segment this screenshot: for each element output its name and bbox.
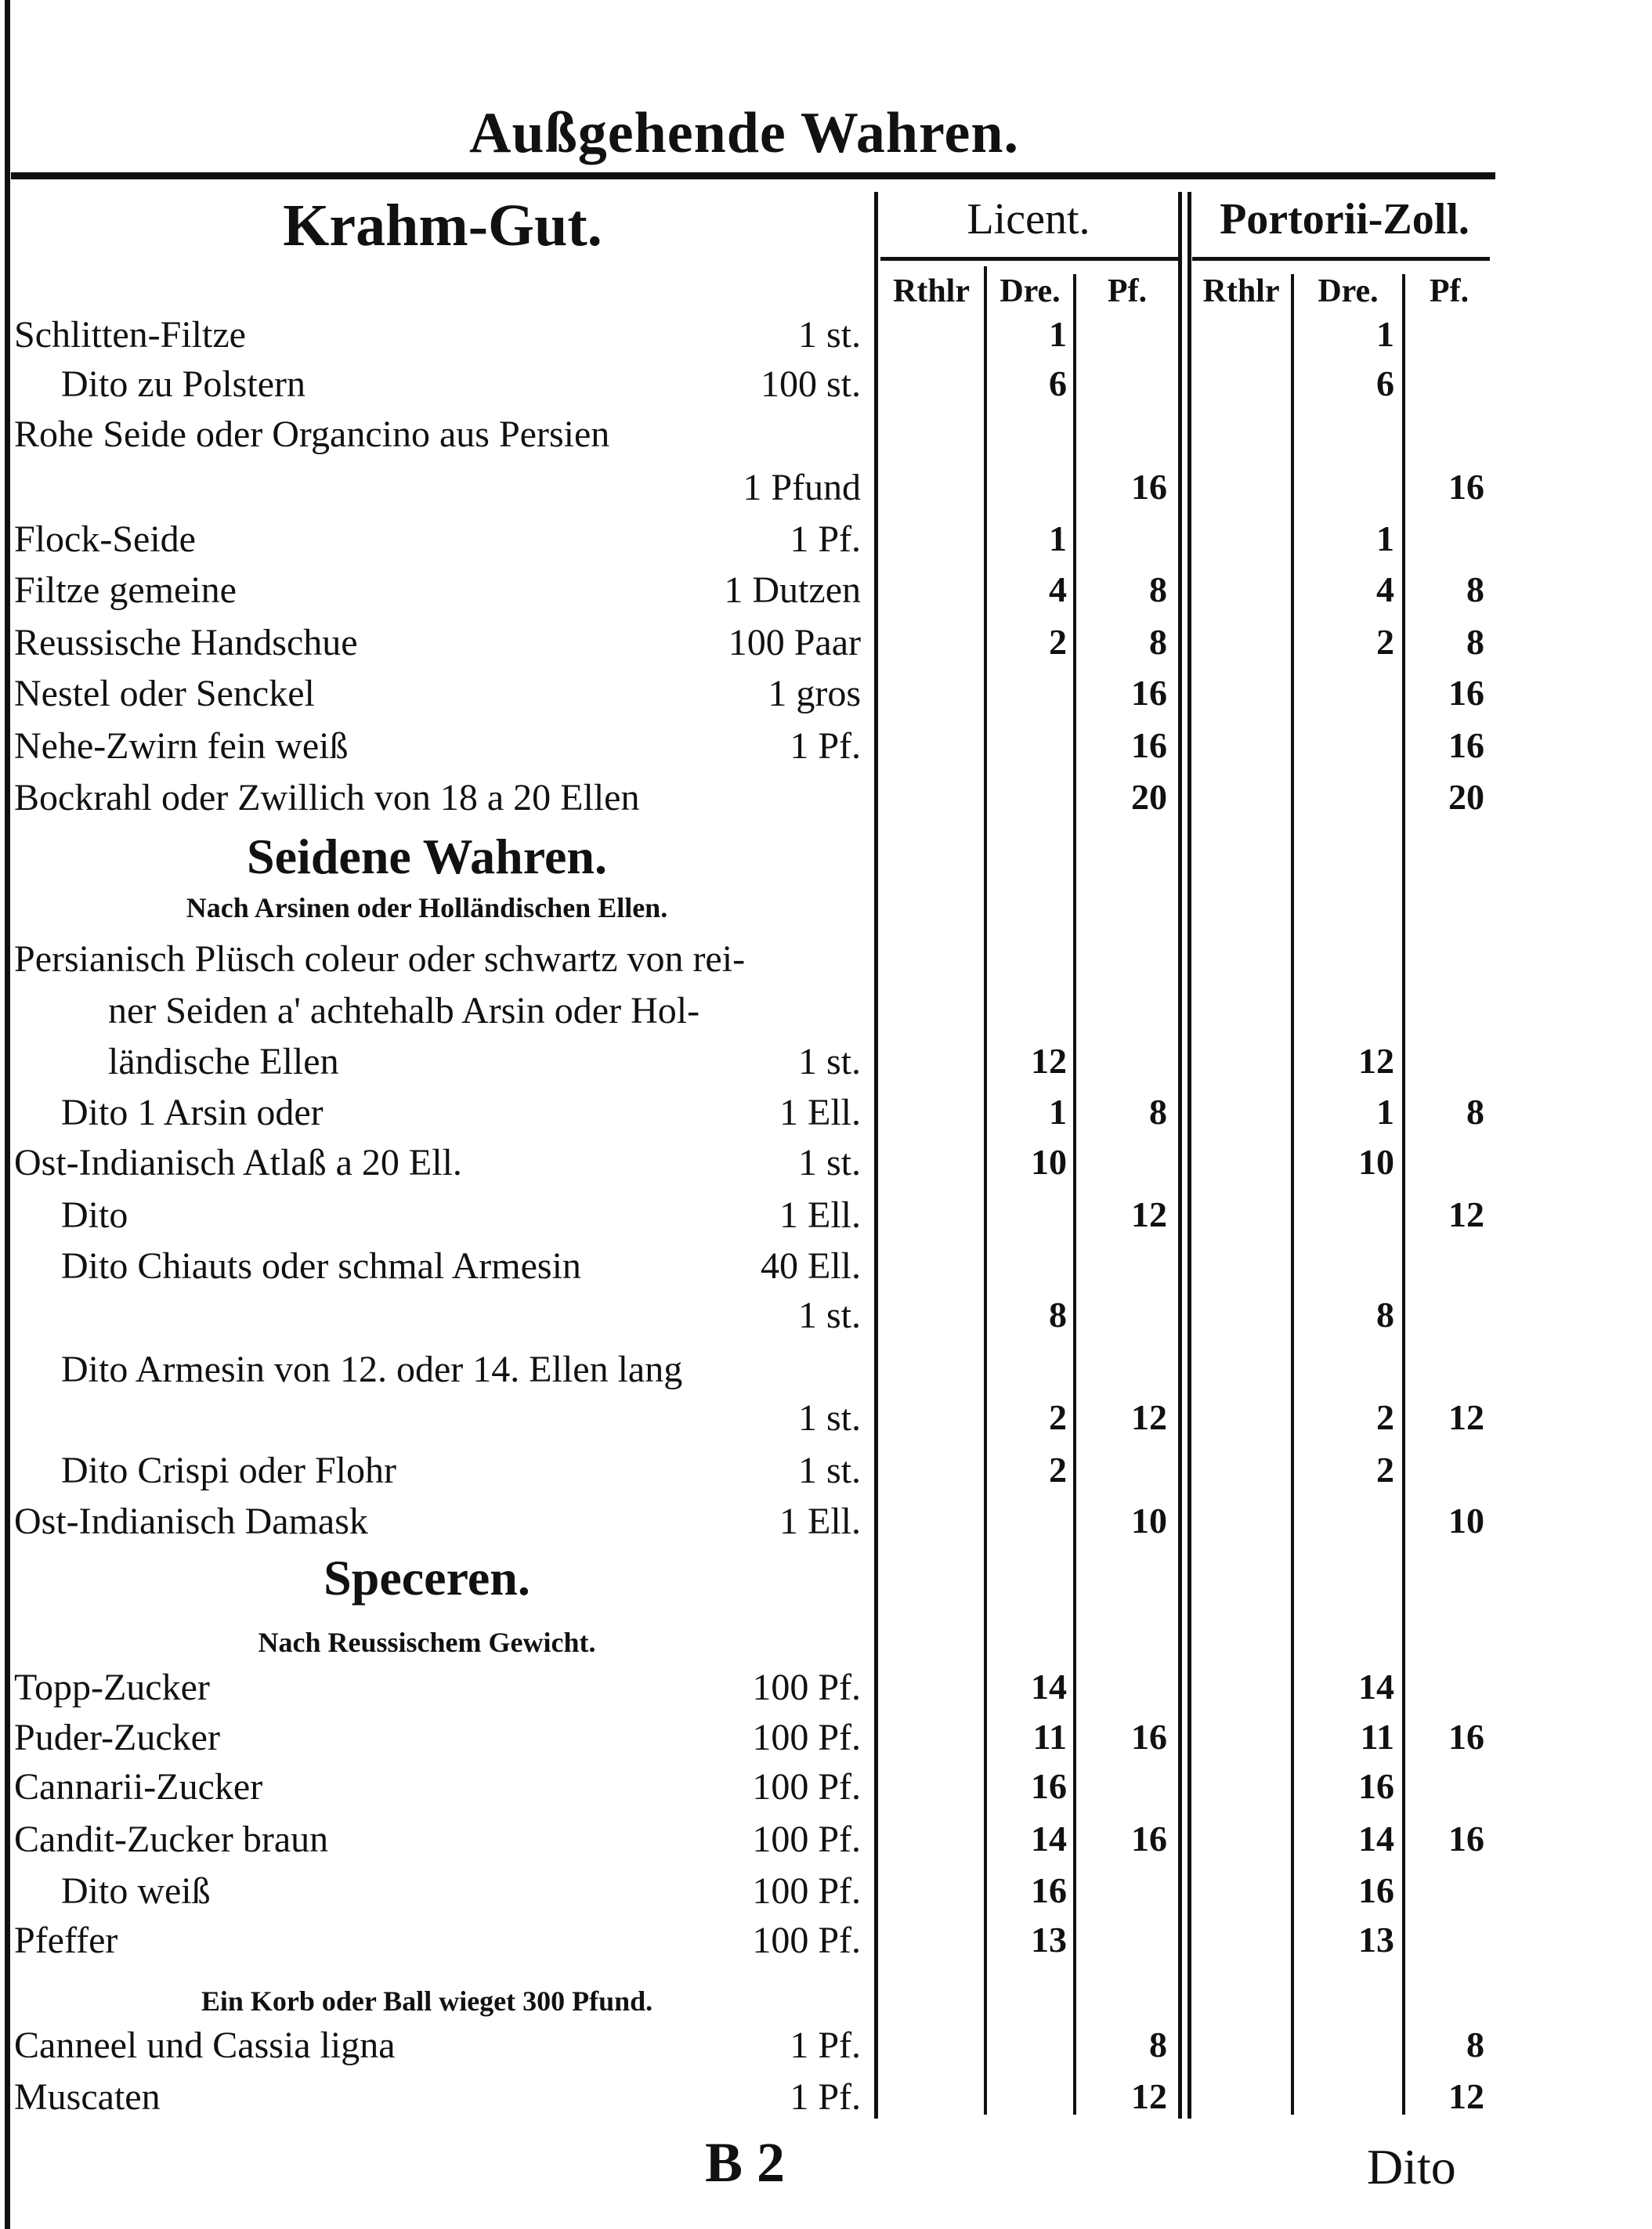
item-name: Ost-Indianisch Damask [14, 1501, 368, 1542]
item-unit: 1 st. [797, 314, 861, 356]
item-unit: 1 st. [797, 1397, 861, 1439]
portorii-pf-value: 16 [1448, 1819, 1484, 1859]
item-name: Candit-Zucker braun [14, 1819, 329, 1860]
heading-text: Seidene Wahren. [247, 829, 607, 884]
table-row [0, 1396, 1652, 1448]
heading-text: Nach Reussischem Gewicht. [258, 1627, 596, 1658]
portorii-pf-value: 8 [1466, 1092, 1484, 1132]
table-row [0, 672, 1652, 724]
item-unit: 1 st. [797, 1142, 861, 1183]
heading-text: Speceren. [324, 1550, 530, 1606]
portorii-pf-header: Pf. [1429, 273, 1469, 309]
licent-dre-value: 2 [1049, 1397, 1067, 1437]
portorii-dre-value: 14 [1358, 1667, 1394, 1707]
item-name: Dito Chiauts oder schmal Armesin [61, 1245, 581, 1287]
item-name: Persianisch Plüsch coleur oder schwartz von rei- [14, 938, 746, 980]
portorii-dre-value: 16 [1358, 1766, 1394, 1806]
portorii-dre-value: 14 [1358, 1819, 1394, 1859]
item-name: Bockrahl oder Zwillich von 18 a 20 Ellen [14, 777, 640, 818]
portorii-dre-value: 1 [1376, 1092, 1394, 1132]
table-row [0, 413, 1652, 464]
licent-dre-value: 16 [1031, 1870, 1067, 1910]
table-row [0, 1818, 1652, 1870]
item-name: Dito weiß [61, 1870, 211, 1912]
licent-pf-value: 16 [1131, 1819, 1167, 1859]
table-row [0, 2024, 1652, 2075]
portorii-dre-value: 12 [1358, 1041, 1394, 1081]
licent-dre-value: 11 [1032, 1717, 1067, 1757]
portorii-pf-value: 8 [1466, 569, 1484, 609]
licent-pf-value: 12 [1131, 2076, 1167, 2116]
item-unit: 100 Pf. [752, 1819, 861, 1860]
portorii-header: Portorii-Zoll. [1220, 195, 1469, 244]
item-name: Cannarii-Zucker [14, 1766, 263, 1808]
licent-pf-value: 8 [1149, 1092, 1167, 1132]
signature-mark: B 2 [705, 2131, 786, 2194]
licent-dre-value: 2 [1049, 622, 1067, 662]
licent-pf-value: 8 [1149, 569, 1167, 609]
page-title: Außgehende Wahren. [469, 101, 1019, 165]
item-unit: 40 Ell. [761, 1245, 861, 1287]
portorii-pf-value: 20 [1448, 777, 1484, 817]
licent-pf-value: 10 [1131, 1501, 1167, 1541]
table-row [0, 776, 1652, 828]
title-rule [11, 172, 1495, 179]
licent-dre-value: 14 [1031, 1667, 1067, 1707]
licent-dre-value: 8 [1049, 1295, 1067, 1335]
portorii-pf-value: 16 [1448, 1717, 1484, 1757]
portorii-dre-value: 8 [1376, 1295, 1394, 1335]
table-row [0, 1449, 1652, 1501]
portorii-pf-value: 12 [1448, 1194, 1484, 1234]
item-unit: 1 st. [797, 1295, 861, 1336]
table-row [0, 1716, 1652, 1768]
item-name: ländische Ellen [108, 1041, 339, 1082]
table-row [0, 569, 1652, 620]
section-title: Krahm-Gut. [283, 193, 602, 258]
licent-dre-value: 10 [1031, 1142, 1067, 1182]
table-row [0, 1245, 1652, 1296]
item-name: Pfeffer [14, 1920, 118, 1961]
item-name: Dito [61, 1194, 128, 1236]
item-unit: 100 Pf. [752, 1667, 861, 1708]
table-row [0, 1091, 1652, 1143]
item-unit: 100 Pf. [752, 1717, 861, 1758]
portorii-pf-value: 8 [1466, 2025, 1484, 2065]
item-unit: 1 Pf. [790, 725, 861, 767]
portorii-dre-value: 1 [1376, 314, 1394, 354]
licent-dre-header: Dre. [1000, 273, 1061, 309]
item-unit: 100 Pf. [752, 1766, 861, 1808]
item-unit: 100 Pf. [752, 1870, 861, 1912]
licent-dre-value: 1 [1049, 1092, 1067, 1132]
portorii-dre-value: 11 [1360, 1717, 1394, 1757]
item-name: Reussische Handschue [14, 622, 358, 663]
item-name: Nestel oder Senckel [14, 673, 315, 714]
table-row [0, 989, 1652, 1041]
heading-text: Nach Arsinen oder Holländischen Ellen. [186, 892, 668, 923]
licent-pf-value: 12 [1131, 1194, 1167, 1234]
table-row [0, 1348, 1652, 1400]
licent-dre-value: 1 [1049, 314, 1067, 354]
licent-pf-header: Pf. [1107, 273, 1148, 309]
table-row [0, 1500, 1652, 1552]
licent-dre-value: 12 [1031, 1041, 1067, 1081]
table-row [0, 363, 1652, 414]
portorii-dre-value: 13 [1358, 1920, 1394, 1960]
licent-rthlr-header: Rthlr [893, 273, 970, 309]
licent-dre-value: 6 [1049, 363, 1067, 403]
item-unit: 100 Paar [728, 622, 861, 663]
table-row [0, 2075, 1652, 2127]
item-name: Filtze gemeine [14, 569, 237, 611]
licent-dre-value: 13 [1031, 1920, 1067, 1960]
portorii-pf-value: 12 [1448, 1397, 1484, 1437]
section-heading [0, 829, 1652, 887]
heading-text: Ein Korb oder Ball wieget 300 Pfund. [201, 1985, 653, 2017]
licent-pf-value: 16 [1131, 725, 1167, 765]
licent-pf-value: 12 [1131, 1397, 1167, 1437]
portorii-dre-value: 2 [1376, 622, 1394, 662]
item-unit: 1 Ell. [779, 1092, 861, 1133]
licent-pf-value: 16 [1131, 1717, 1167, 1757]
licent-pf-value: 16 [1131, 467, 1167, 507]
portorii-pf-value: 12 [1448, 2076, 1484, 2116]
item-name: Dito Crispi oder Flohr [61, 1450, 396, 1491]
licent-dre-value: 4 [1049, 569, 1067, 609]
item-name: Muscaten [14, 2076, 161, 2118]
item-name: Rohe Seide oder Organcino aus Persien [14, 414, 610, 455]
licent-pf-value: 20 [1131, 777, 1167, 817]
item-name: Dito zu Polstern [61, 363, 305, 405]
item-unit: 100 Pf. [752, 1920, 861, 1961]
item-name: Nehe-Zwirn fein weiß [14, 725, 349, 767]
table-row [0, 1919, 1652, 1971]
portorii-dre-value: 1 [1376, 518, 1394, 558]
item-name: Ost-Indianisch Atlaß a 20 Ell. [14, 1142, 462, 1183]
table-row [0, 1294, 1652, 1346]
table-row [0, 937, 1652, 989]
portorii-dre-value: 6 [1376, 363, 1394, 403]
table-row [0, 724, 1652, 776]
portorii-pf-value: 8 [1466, 622, 1484, 662]
section-note [0, 1620, 1652, 1671]
table-row [0, 313, 1652, 365]
item-name: Schlitten-Filtze [14, 314, 246, 356]
section-note [0, 1978, 1652, 2030]
portorii-pf-value: 16 [1448, 467, 1484, 507]
portorii-pf-value: 16 [1448, 673, 1484, 713]
item-unit: 1 st. [797, 1450, 861, 1491]
item-unit: 1 st. [797, 1041, 861, 1082]
table-row [0, 518, 1652, 569]
item-name: Flock-Seide [14, 518, 196, 560]
portorii-pf-value: 16 [1448, 725, 1484, 765]
item-name: Canneel und Cassia ligna [14, 2025, 396, 2066]
portorii-subrule [1192, 257, 1490, 261]
portorii-dre-value: 10 [1358, 1142, 1394, 1182]
item-unit: 1 Ell. [779, 1501, 861, 1542]
table-row [0, 1194, 1652, 1245]
table-row [0, 1765, 1652, 1817]
portorii-dre-value: 4 [1376, 569, 1394, 609]
item-name: Dito 1 Arsin oder [61, 1092, 324, 1133]
item-unit: 100 st. [760, 363, 861, 405]
portorii-dre-value: 2 [1376, 1450, 1394, 1490]
licent-dre-value: 14 [1031, 1819, 1067, 1859]
item-unit: 1 gros [768, 673, 861, 714]
licent-subrule [880, 257, 1178, 261]
section-note [0, 885, 1652, 937]
item-name: ner Seiden a' achtehalb Arsin oder Hol- [108, 990, 700, 1031]
portorii-dre-value: 2 [1376, 1397, 1394, 1437]
catchword: Dito [1367, 2139, 1456, 2195]
item-name: Puder-Zucker [14, 1717, 220, 1758]
licent-dre-value: 1 [1049, 518, 1067, 558]
table-row [0, 1870, 1652, 1921]
licent-pf-value: 8 [1149, 2025, 1167, 2065]
table-row [0, 1141, 1652, 1193]
portorii-pf-value: 10 [1448, 1501, 1484, 1541]
table-row [0, 466, 1652, 518]
licent-header: Licent. [967, 195, 1090, 244]
portorii-dre-value: 16 [1358, 1870, 1394, 1910]
licent-pf-value: 8 [1149, 622, 1167, 662]
table-row [0, 621, 1652, 673]
item-name: Topp-Zucker [14, 1667, 210, 1708]
item-name: Dito Armesin von 12. oder 14. Ellen lang [61, 1349, 683, 1390]
item-unit: 1 Pf. [790, 518, 861, 560]
licent-dre-value: 2 [1049, 1450, 1067, 1490]
licent-pf-value: 16 [1131, 673, 1167, 713]
item-unit: 1 Dutzen [724, 569, 861, 611]
portorii-rthlr-header: Rthlr [1202, 273, 1280, 309]
item-unit: 1 Pfund [743, 467, 861, 508]
item-unit: 1 Pf. [790, 2076, 861, 2118]
section-heading [0, 1550, 1652, 1609]
licent-dre-value: 16 [1031, 1766, 1067, 1806]
item-unit: 1 Ell. [779, 1194, 861, 1236]
table-row [0, 1040, 1652, 1092]
portorii-dre-header: Dre. [1318, 273, 1379, 309]
table-row [0, 1666, 1652, 1718]
item-unit: 1 Pf. [790, 2025, 861, 2066]
